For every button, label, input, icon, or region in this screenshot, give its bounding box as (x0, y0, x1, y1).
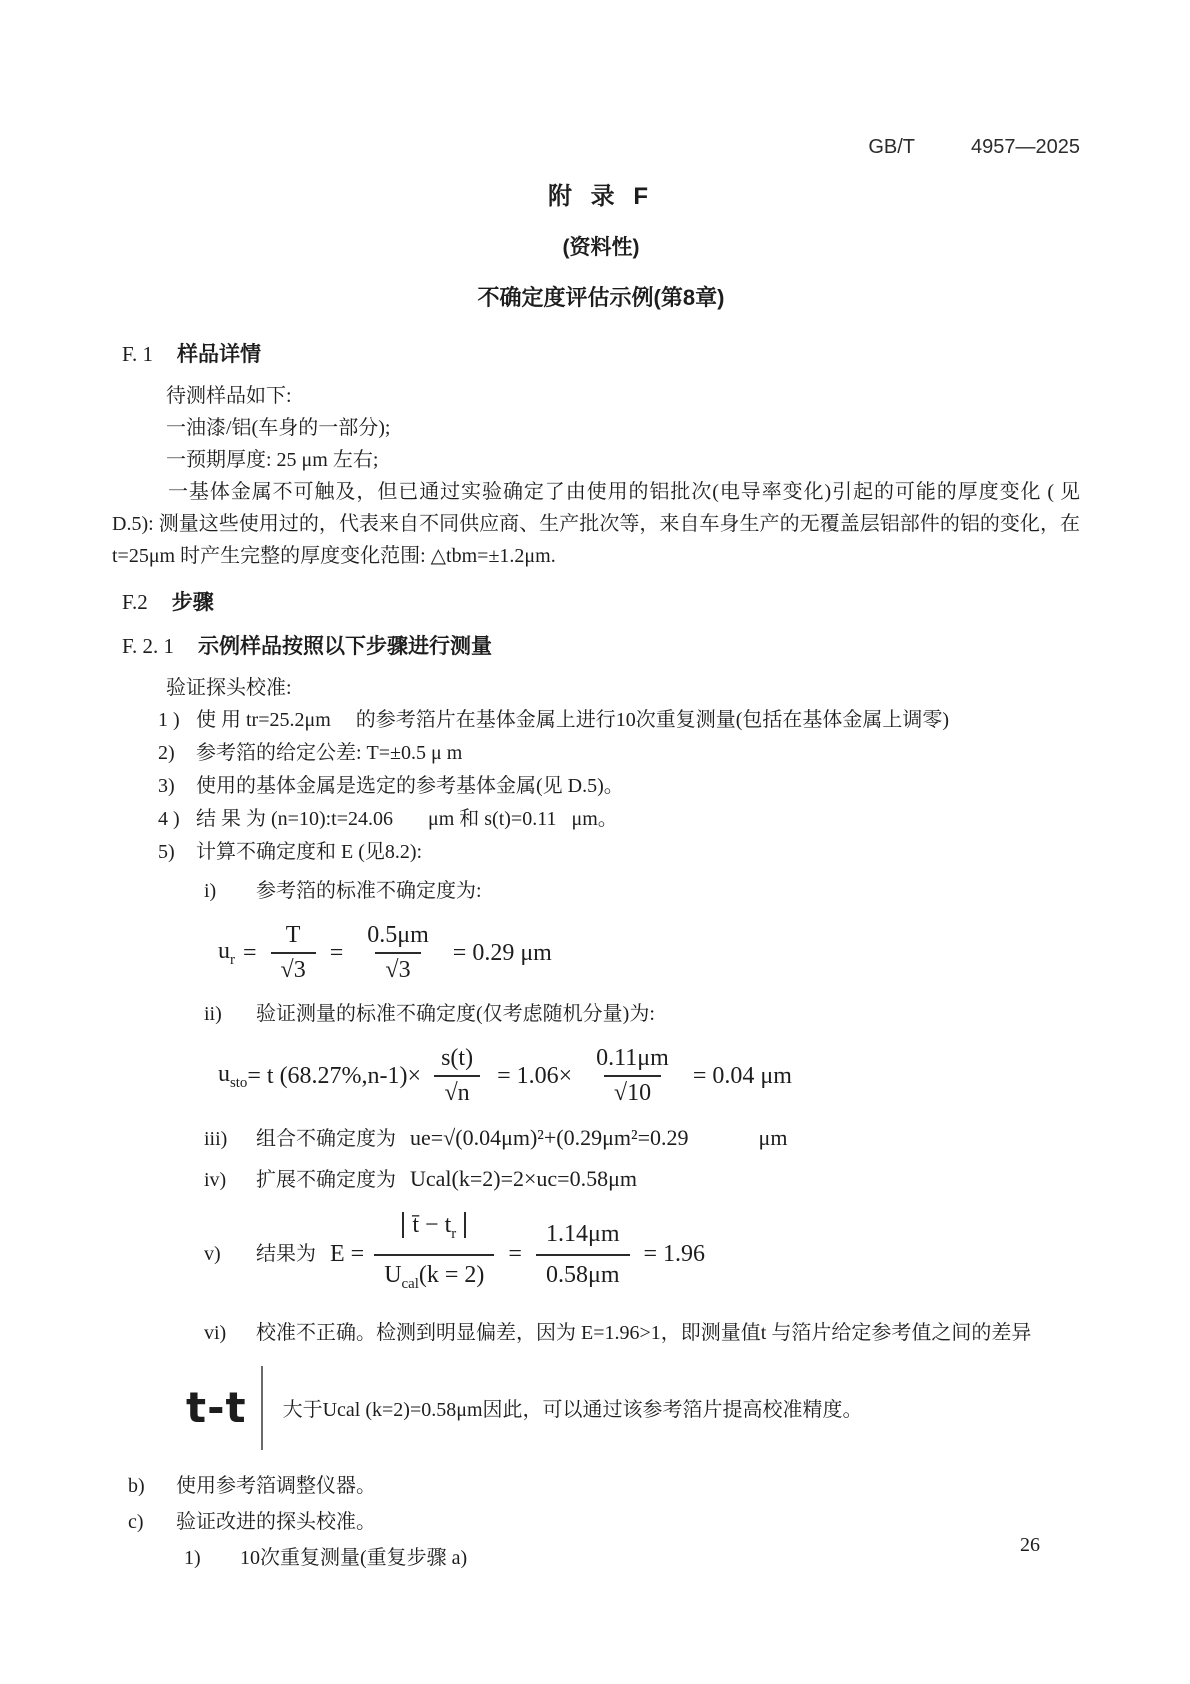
section-f21-heading (122, 630, 1080, 660)
list-marker: 1) (184, 1546, 201, 1569)
fraction (357, 922, 439, 984)
list-item-c (128, 1504, 1080, 1540)
section-f1-number: F. 1 (122, 342, 153, 366)
list-item-c1 (184, 1540, 1080, 1576)
list-text: 使用参考箔调整仪器。 (176, 1474, 376, 1497)
list-marker: c) (128, 1510, 144, 1533)
list-marker: 3) (158, 775, 175, 797)
section-f21-title: 示例样品按照以下步骤进行测量 (198, 635, 492, 658)
roman-label: 验证测量的标准不确定度(仅考虑随机分量)为: (256, 1003, 655, 1025)
symbol-u: u (218, 937, 230, 964)
roman-item-iii (204, 1121, 1080, 1156)
overflow-fragment (186, 1366, 1080, 1450)
fraction (271, 922, 316, 984)
list-item (158, 770, 1080, 803)
section-f21-number: F. 2. 1 (122, 634, 174, 658)
list-marker: b) (128, 1474, 145, 1497)
section-f2-heading (122, 586, 1080, 616)
equals-sign: = (508, 1241, 522, 1268)
list-item (158, 704, 1080, 737)
absolute-value (402, 1212, 466, 1242)
denominator: √10 (604, 1075, 661, 1107)
denominator: √n (434, 1075, 479, 1107)
k-equals-2: (k = 2) (418, 1261, 485, 1288)
denominator: √3 (375, 952, 420, 984)
list-item (158, 836, 1080, 869)
overflow-text: 大于Ucal (k=2)=0.58μm因此，可以通过该参考箔片提高校准精度。 (282, 1399, 863, 1422)
list-text: 计算不确定度和 E (见8.2): (196, 841, 423, 863)
list-marker: 2) (158, 742, 175, 764)
numerator: 1.14μm (545, 1220, 620, 1247)
roman-item-iv (204, 1162, 1080, 1197)
numerator: s(t) (441, 1045, 474, 1071)
roman-marker: iii) (204, 1128, 228, 1150)
appendix-title: 附 录 F (548, 183, 654, 210)
section-f2-number: F.2 (122, 590, 148, 614)
list-item (158, 737, 1080, 770)
numerator: 0.11μm (596, 1045, 669, 1071)
denominator (374, 1254, 494, 1301)
middle-term: = 1.06× (497, 1062, 573, 1089)
section-f2-title: 步骤 (171, 591, 214, 614)
fraction (586, 1045, 679, 1107)
unit-label: μm (758, 1125, 788, 1150)
informative-label: (资料性) (562, 236, 640, 259)
roman-text: 校准不正确。检测到明显偏差，因为 E=1.96>1，即测量值t 与箔片给定参考值之间的差异 (256, 1321, 1032, 1344)
fraction (431, 1045, 483, 1107)
page-number: 26 (1020, 1534, 1040, 1556)
numerator: T (285, 922, 301, 948)
doc-code: GB/T (868, 136, 916, 158)
subscript-r: r (451, 1225, 457, 1242)
formula-result: = 0.04 μm (692, 1062, 792, 1089)
denominator: 0.58μm (536, 1254, 630, 1292)
formula-result: = 1.96 (643, 1241, 706, 1268)
roman-item-ii (204, 998, 1080, 1031)
fraction (374, 1209, 494, 1301)
roman-label: 结果为 (256, 1243, 316, 1266)
subscript-sto: sto (230, 1074, 248, 1091)
list-marker: 5) (158, 841, 175, 863)
f1-paragraph: 一基体金属不可触及，但已通过实验确定了由使用的铝批次(电导率变化)引起的可能的厚度变化 ( 见 D.5): 测量这些使用过的，代表来自不同供应商、生产批次等，来自车身生产的无覆盖层铝部件的铝的变化，在t=25μm 时产生完整的厚度变化范围: △tbm=±1.2μm. (112, 481, 1080, 567)
roman-marker: v) (204, 1243, 221, 1266)
list-text: 使用的基体金属是选定的参考基体金属(见 D.5)。 (196, 775, 624, 797)
list-text: 结 果 为 (n=10):t=24.06 μm 和 s(t)=0.11 μm。 (196, 808, 618, 830)
formula-lhs (218, 938, 235, 969)
roman-marker: vi) (204, 1321, 227, 1344)
f2-intro: 验证探头校准: (166, 677, 292, 699)
equals-sign: = (329, 939, 344, 966)
t-bar-minus-t: t̄ − t (412, 1212, 452, 1238)
f1-intro: 待测样品如下: (166, 385, 292, 407)
doc-header (868, 136, 1080, 159)
formula-usto (218, 1045, 1080, 1107)
denominator: √3 (271, 952, 316, 984)
section-f1-heading (122, 338, 1080, 368)
list-text: 使 用 tr=25.2μm 的参考箔片在基体金属上进行10次重复测量(包括在基体金属上调零) (196, 709, 950, 731)
formula-ur (218, 922, 1080, 984)
numerator (392, 1209, 476, 1254)
equals-sign: = (242, 939, 257, 966)
page-title: 不确定度评估示例(第8章) (477, 285, 725, 310)
list-item (158, 803, 1080, 836)
vertical-bar (261, 1366, 263, 1450)
roman-marker: ii) (204, 1003, 222, 1025)
subscript-r: r (230, 951, 235, 968)
formula-lhs: E = (330, 1241, 365, 1268)
symbol-u: u (218, 1060, 230, 1087)
section-f1-title: 样品详情 (177, 343, 261, 366)
list-text: 10次重复测量(重复步骤 a) (240, 1546, 468, 1569)
roman-label: 扩展不确定度为 (256, 1169, 396, 1191)
roman-item-vi (204, 1317, 1080, 1350)
page-body (112, 176, 1080, 1576)
formula-lhs (218, 1061, 247, 1092)
roman-marker: iv) (204, 1169, 227, 1191)
roman-item-i (204, 875, 1080, 908)
expanded-uncertainty-formula: Ucal(k=2)=2×uc=0.58μm (410, 1166, 637, 1191)
list-text: 参考箔的给定公差: T=±0.5 μ m (196, 742, 463, 764)
numerator: 0.5μm (367, 922, 429, 948)
list-marker: 4 ) (158, 808, 180, 830)
roman-item-v (204, 1209, 1080, 1301)
doc-number: 4957—2025 (971, 136, 1080, 158)
symbol-u-cap: U (384, 1261, 402, 1288)
roman-label: 组合不确定度为 (256, 1128, 396, 1150)
roman-label: 参考箔的标准不确定度为: (256, 880, 482, 902)
subscript-cal: cal (401, 1275, 419, 1292)
big-t-minus-t: t-t (186, 1383, 247, 1433)
combined-uncertainty-formula: ue=√(0.04μm)²+(0.29μm²=0.29 (410, 1125, 689, 1150)
formula-result: = 0.29 μm (452, 939, 552, 966)
roman-marker: i) (204, 880, 217, 902)
formula-e (330, 1209, 705, 1301)
formula-prefactor: = t (68.27%,n-1)× (247, 1062, 422, 1089)
list-marker: 1 ) (158, 709, 180, 731)
f1-item-thickness: 一预期厚度: 25 μm 左右; (166, 449, 379, 471)
fraction (536, 1218, 630, 1292)
f1-item-paint: 一油漆/铝(车身的一部分); (166, 417, 391, 439)
list-item-b (128, 1468, 1080, 1504)
list-text: 验证改进的探头校准。 (176, 1510, 376, 1533)
